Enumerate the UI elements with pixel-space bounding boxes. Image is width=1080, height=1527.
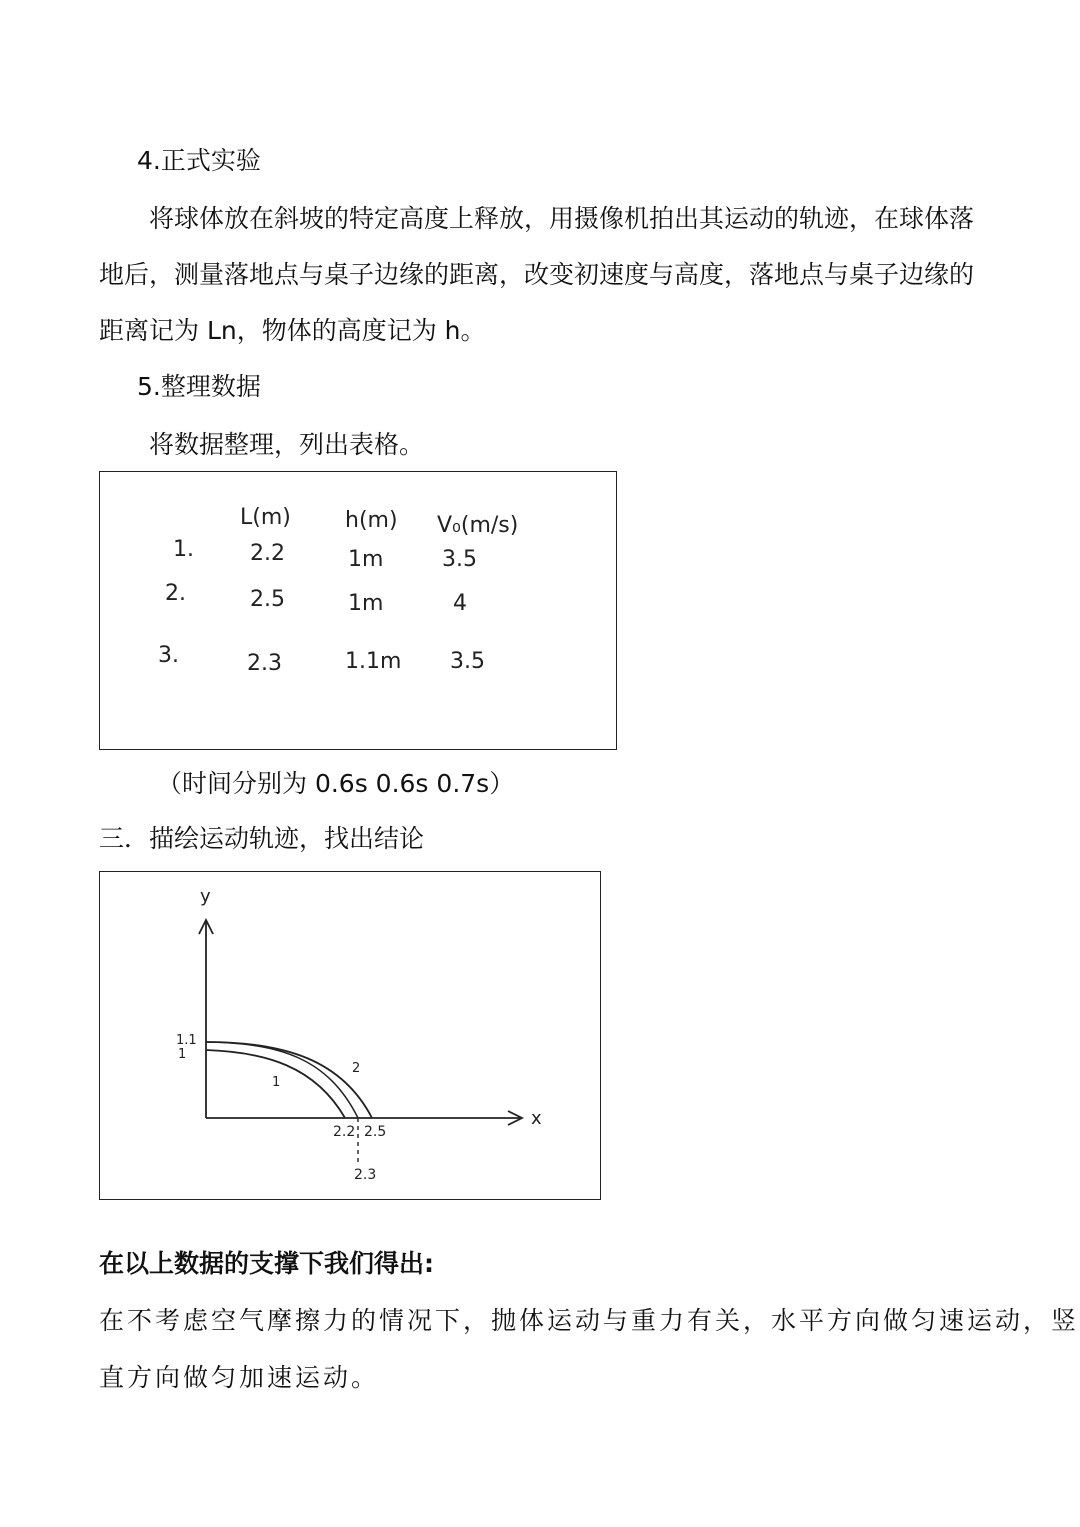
x-axis-label: x <box>531 1108 542 1129</box>
x-tick-2-3: 2.3 <box>354 1167 377 1183</box>
conclusion-line-2: 直方向做匀加速运动。 <box>99 1363 380 1392</box>
data-table-figure <box>99 471 617 750</box>
table-row-2-v: 4 <box>453 591 467 616</box>
time-note: （时间分别为 0.6s 0.6s 0.7s） <box>157 769 515 798</box>
table-row-2-h: 1m <box>348 591 384 616</box>
trajectory-curve-3 <box>206 1042 361 1118</box>
table-row-1-L: 2.2 <box>250 541 285 566</box>
experiment-paragraph-line-1: 将球体放在斜坡的特定高度上释放，用摄像机拍出其运动的轨迹，在球体落 <box>149 204 975 233</box>
x-tick-2-5: 2.5 <box>364 1124 387 1140</box>
table-header-v0: V₀(m/s) <box>437 513 519 538</box>
data-table-svg <box>100 472 616 749</box>
trajectory-graph-figure <box>99 871 601 1200</box>
y-tick-1: 1 <box>178 1047 187 1062</box>
section-3-heading: 三．描绘运动轨迹，找出结论 <box>99 824 425 853</box>
section-5-intro: 将数据整理，列出表格。 <box>149 430 425 459</box>
table-row-3-index: 3. <box>158 643 179 668</box>
table-header-L: L(m) <box>240 505 291 530</box>
conclusion-heading: 在以上数据的支撑下我们得出: <box>99 1249 434 1278</box>
experiment-paragraph-line-3: 距离记为 Ln，物体的高度记为 h。 <box>99 316 486 345</box>
table-row-3-h: 1.1m <box>345 649 402 674</box>
table-header-h: h(m) <box>345 508 398 533</box>
trajectory-graph-svg <box>100 872 600 1199</box>
conclusion-line-1: 在不考虑空气摩擦力的情况下，抛体运动与重力有关，水平方向做匀速运动，竖 <box>99 1306 1080 1335</box>
table-row-3-L: 2.3 <box>247 651 282 676</box>
table-row-2-index: 2. <box>165 581 186 606</box>
y-axis-label: y <box>200 886 211 907</box>
table-row-3-v: 3.5 <box>450 649 485 674</box>
table-row-1-index: 1. <box>173 537 194 562</box>
curve-label-1: 1 <box>272 1075 281 1090</box>
experiment-paragraph-line-2: 地后，测量落地点与桌子边缘的距离，改变初速度与高度，落地点与桌子边缘的 <box>99 260 975 289</box>
section-5-heading: 5.整理数据 <box>137 372 261 401</box>
section-4-heading: 4.正式实验 <box>137 146 261 175</box>
y-tick-1-1: 1.1 <box>176 1033 197 1048</box>
table-row-1-h: 1m <box>348 547 384 572</box>
x-tick-2-2: 2.2 <box>333 1124 356 1140</box>
curve-label-2: 2 <box>352 1061 361 1076</box>
table-row-1-v: 3.5 <box>442 547 477 572</box>
table-row-2-L: 2.5 <box>250 587 285 612</box>
